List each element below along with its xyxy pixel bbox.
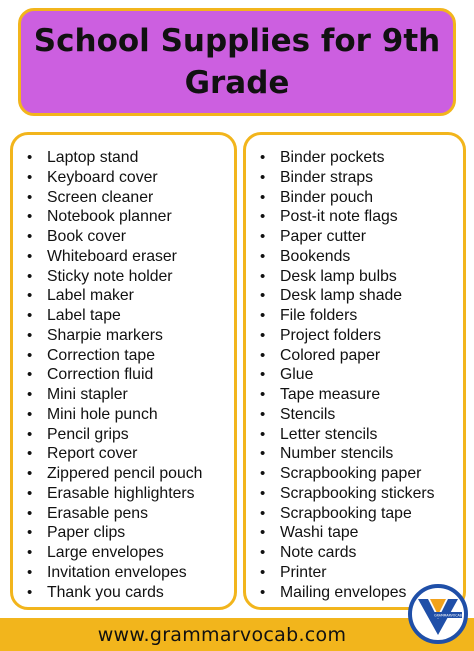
bullet-icon: • [27, 484, 33, 502]
list-item [246, 444, 463, 464]
list-item-label: Desk lamp bulbs [280, 267, 397, 285]
list-item [13, 385, 234, 405]
list-item-label: Sharpie markers [47, 326, 163, 344]
list-item-label: Stencils [280, 405, 336, 423]
left-supply-list [13, 135, 234, 602]
list-item-label: Scrapbooking paper [280, 465, 422, 482]
footer-bar [0, 618, 474, 651]
left-list-panel [10, 132, 237, 610]
bullet-icon: • [260, 465, 266, 482]
list-item-label: Label tape [47, 307, 121, 324]
list-item [13, 484, 234, 504]
list-item [246, 227, 463, 247]
bullet-icon: • [260, 386, 266, 403]
list-item-label: Pencil grips [47, 425, 129, 443]
bullet-icon: • [27, 366, 33, 384]
right-list-panel [243, 132, 466, 610]
list-item-label: Colored paper [280, 346, 381, 364]
list-item-label: Bookends [280, 247, 351, 265]
list-item-label: Keyboard cover [47, 168, 158, 186]
list-item-label: Laptop stand [47, 149, 139, 166]
list-item [246, 306, 463, 326]
list-item [246, 267, 463, 287]
list-item [13, 168, 234, 188]
list-item [13, 464, 234, 484]
list-item [246, 207, 463, 227]
list-item-label: Screen cleaner [47, 188, 154, 206]
list-item [13, 207, 234, 227]
list-item-label: Printer [280, 563, 327, 581]
list-item [13, 227, 234, 247]
list-item [13, 247, 234, 267]
list-item-label: Whiteboard eraser [47, 247, 177, 265]
bullet-icon: • [260, 484, 266, 502]
list-item-label: Binder straps [280, 168, 374, 186]
bullet-icon: • [27, 228, 33, 245]
bullet-icon: • [260, 563, 266, 581]
list-item-label: Label maker [47, 287, 134, 305]
bullet-icon: • [27, 346, 33, 364]
bullet-icon: • [260, 188, 266, 206]
list-item [246, 543, 463, 563]
bullet-icon: • [27, 267, 33, 285]
list-item [13, 563, 234, 583]
list-item [13, 286, 234, 306]
list-item [13, 405, 234, 425]
bullet-icon: • [27, 149, 33, 166]
list-item [13, 425, 234, 445]
bullet-icon: • [27, 307, 33, 324]
list-item [246, 326, 463, 346]
bullet-icon: • [260, 267, 266, 285]
list-item [13, 188, 234, 208]
list-item-label: Notebook planner [47, 208, 172, 226]
bullet-icon: • [27, 583, 33, 601]
list-item-label: Mini stapler [47, 386, 128, 403]
list-item [246, 563, 463, 583]
list-item-label: Report cover [47, 445, 138, 463]
list-item-label: Paper cutter [280, 228, 367, 245]
list-item [13, 148, 234, 168]
list-item-label: Large envelopes [47, 544, 164, 561]
list-item-label: Note cards [280, 544, 357, 561]
bullet-icon: • [27, 188, 33, 206]
title-banner [18, 8, 456, 116]
page-title: School Supplies for 9th Grade [33, 23, 441, 101]
logo-text: GRAMMARVOCAB [434, 613, 462, 618]
list-item [13, 267, 234, 287]
list-item-label: Mini hole punch [47, 405, 158, 423]
list-item-label: Correction fluid [47, 366, 154, 384]
list-item [13, 504, 234, 524]
list-item [246, 148, 463, 168]
bullet-icon: • [27, 544, 33, 561]
bullet-icon: • [27, 425, 33, 443]
list-item [246, 286, 463, 306]
bullet-icon: • [27, 465, 33, 482]
list-item-label: Post-it note flags [280, 208, 398, 226]
list-item-label: Invitation envelopes [47, 563, 187, 581]
list-item-label: Scrapbooking stickers [280, 484, 435, 502]
list-item-label: Scrapbooking tape [280, 504, 412, 522]
list-item [246, 168, 463, 188]
list-item-label: Mailing envelopes [280, 583, 407, 601]
list-item [13, 523, 234, 543]
list-item [13, 306, 234, 326]
bullet-icon: • [260, 425, 266, 443]
bullet-icon: • [27, 208, 33, 226]
list-item-label: Erasable highlighters [47, 484, 195, 502]
list-item-label: Correction tape [47, 346, 156, 364]
bullet-icon: • [260, 168, 266, 186]
list-item [246, 385, 463, 405]
bullet-icon: • [27, 287, 33, 305]
bullet-icon: • [260, 544, 266, 561]
list-item-label: Sticky note holder [47, 267, 173, 285]
bullet-icon: • [260, 326, 266, 344]
list-item [246, 188, 463, 208]
list-item [13, 346, 234, 366]
list-item [246, 484, 463, 504]
bullet-icon: • [27, 504, 33, 522]
bullet-icon: • [260, 445, 266, 463]
list-item-label: Binder pockets [280, 149, 385, 166]
list-item [246, 523, 463, 543]
list-item [246, 247, 463, 267]
list-item-label: Letter stencils [280, 425, 378, 443]
bullet-icon: • [260, 405, 266, 423]
footer-url: www.grammarvocab.com [97, 623, 347, 646]
list-item-label: Book cover [47, 228, 127, 245]
bullet-icon: • [260, 307, 266, 324]
list-item-label: Project folders [280, 326, 381, 344]
list-item [246, 425, 463, 445]
bullet-icon: • [27, 247, 33, 265]
list-item [246, 464, 463, 484]
list-item [13, 326, 234, 346]
list-item [246, 365, 463, 385]
list-item [13, 365, 234, 385]
bullet-icon: • [260, 524, 266, 542]
bullet-icon: • [27, 326, 33, 344]
bullet-icon: • [260, 149, 266, 166]
bullet-icon: • [260, 583, 266, 601]
bullet-icon: • [260, 287, 266, 305]
bullet-icon: • [260, 366, 266, 384]
list-item-label: Number stencils [280, 445, 394, 463]
list-item-label: File folders [280, 307, 358, 324]
list-item [246, 504, 463, 524]
bullet-icon: • [27, 168, 33, 186]
bullet-icon: • [260, 208, 266, 226]
list-item-label: Desk lamp shade [280, 287, 403, 305]
bullet-icon: • [27, 386, 33, 403]
list-item-label: Paper clips [47, 524, 126, 542]
list-item-label: Thank you cards [47, 583, 164, 601]
bullet-icon: • [260, 504, 266, 522]
bullet-icon: • [27, 563, 33, 581]
list-item [13, 543, 234, 563]
list-item [246, 405, 463, 425]
bullet-icon: • [27, 524, 33, 542]
list-item [13, 444, 234, 464]
list-item-label: Tape measure [280, 386, 381, 403]
list-item-label: Glue [280, 366, 314, 384]
list-item [246, 346, 463, 366]
right-supply-list [246, 135, 463, 602]
bullet-icon: • [260, 346, 266, 364]
grammarvocab-logo [408, 583, 468, 645]
list-item-label: Washi tape [280, 524, 359, 542]
bullet-icon: • [260, 247, 266, 265]
list-item [13, 583, 234, 603]
bullet-icon: • [27, 445, 33, 463]
list-item-label: Binder pouch [280, 188, 374, 206]
list-item-label: Zippered pencil pouch [47, 465, 203, 482]
list-item-label: Erasable pens [47, 504, 148, 522]
bullet-icon: • [260, 228, 266, 245]
bullet-icon: • [27, 405, 33, 423]
